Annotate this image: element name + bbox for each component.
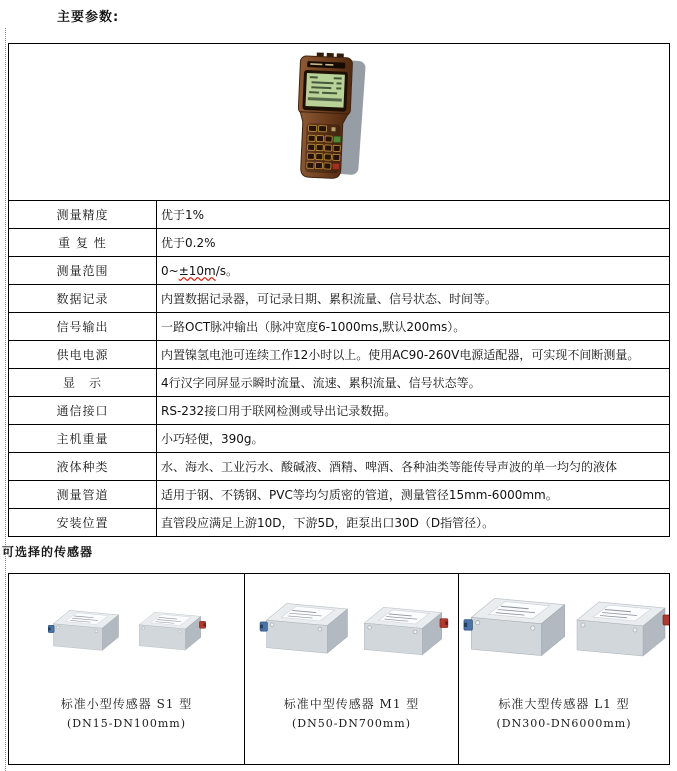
param-label: 通信接口 — [9, 397, 157, 424]
sensor-box-red — [364, 607, 448, 655]
param-value: RS-232接口用于联网检测或导出记录数据。 — [161, 404, 397, 418]
table-row — [9, 509, 669, 536]
sensor-name: 标准大型传感器 L1 型 — [498, 697, 630, 711]
table-row — [9, 341, 669, 369]
page-title: 主要参数: — [57, 10, 120, 25]
param-label: 显 示 — [9, 369, 157, 396]
sensor-range: (DN300-DN6000mm) — [496, 717, 632, 730]
param-value: 一路OCT脉冲输出（脉冲宽度6-1000ms,默认200ms）。 — [161, 320, 466, 334]
page-margin-guide — [5, 28, 6, 771]
sensor-range: (DN15-DN100mm) — [66, 717, 187, 730]
sensor-name: 标准小型传感器 S1 型 — [60, 697, 193, 711]
param-label: 测量管道 — [9, 481, 157, 508]
param-value: 4行汉字同屏显示瞬时流量、流速、累积流量、信号状态等。 — [161, 376, 481, 390]
range-prefix: 0~ — [161, 263, 179, 278]
parameter-rows — [9, 201, 669, 536]
table-row — [9, 257, 669, 285]
table-row — [9, 229, 669, 257]
table-row — [9, 453, 669, 481]
param-value: 水、海水、工业污水、酸碱液、酒精、啤酒、各种油类等能传导声波的单一均匀的液体 — [161, 460, 618, 474]
param-value: 内置数据记录器，可记录日期、累积流量、信号状态、时间等。 — [161, 292, 498, 306]
sensor-cell-small — [9, 574, 245, 764]
sensor-photo-large — [459, 574, 669, 695]
param-label: 重 复 性 — [9, 229, 157, 256]
sensor-caption — [284, 695, 420, 764]
param-label: 供电电源 — [9, 341, 157, 368]
param-label: 信号输出 — [9, 313, 157, 340]
sensor-box-blue — [260, 603, 347, 653]
sensor-cell-large — [459, 574, 669, 764]
sensors-table — [8, 573, 670, 765]
sensor-range: (DN50-DN700mm) — [291, 717, 412, 730]
table-row — [9, 285, 669, 313]
table-row — [9, 397, 669, 425]
sensor-cell-medium — [245, 574, 459, 764]
device-photo-cell — [9, 44, 669, 201]
param-label: 数据记录 — [9, 285, 157, 312]
sensor-name: 标准中型传感器 M1 型 — [283, 697, 420, 711]
param-value: 优于1% — [161, 208, 205, 222]
param-label: 液体种类 — [9, 453, 157, 480]
sensor-photo-medium — [245, 574, 458, 695]
handheld-flow-meter-photo — [290, 52, 382, 186]
param-value: 内置镍氢电池可连续工作12小时以上。使用AC90-260V电源适配器，可实现不间断测量。 — [161, 348, 640, 362]
sensor-box-blue — [48, 610, 118, 650]
param-label: 测量精度 — [9, 201, 157, 228]
param-value: 直管段应满足上游10D，下游5D，距泵出口30D（D指管径）。 — [161, 516, 495, 530]
sensor-caption — [496, 695, 631, 764]
param-label: 主机重量 — [9, 425, 157, 452]
parameters-table — [8, 43, 670, 537]
sensor-box-blue — [464, 598, 565, 655]
param-label: 安装位置 — [9, 509, 157, 536]
param-value — [157, 257, 669, 284]
table-row — [9, 201, 669, 229]
param-value: 优于0.2% — [161, 236, 216, 250]
keypad — [305, 123, 342, 173]
table-row — [9, 313, 669, 341]
param-value: 适用于钢、不锈钢、PVC等均匀质密的管道，测量管径15mm-6000mm。 — [161, 488, 558, 502]
sensor-box-red — [139, 612, 206, 650]
sensors-section-title: 可选择的传感器 — [2, 545, 94, 559]
sensor-caption — [61, 695, 193, 764]
table-row — [9, 369, 669, 397]
sensor-photo-small — [9, 574, 244, 695]
table-row — [9, 425, 669, 453]
range-suffix: /s。 — [215, 264, 239, 278]
table-row — [9, 481, 669, 509]
param-label: 测量范围 — [9, 257, 157, 284]
range-spellcheck-segment: ±10m — [178, 263, 216, 278]
sensor-box-red — [577, 602, 669, 656]
param-value: 小巧轻便，390g。 — [161, 432, 264, 446]
